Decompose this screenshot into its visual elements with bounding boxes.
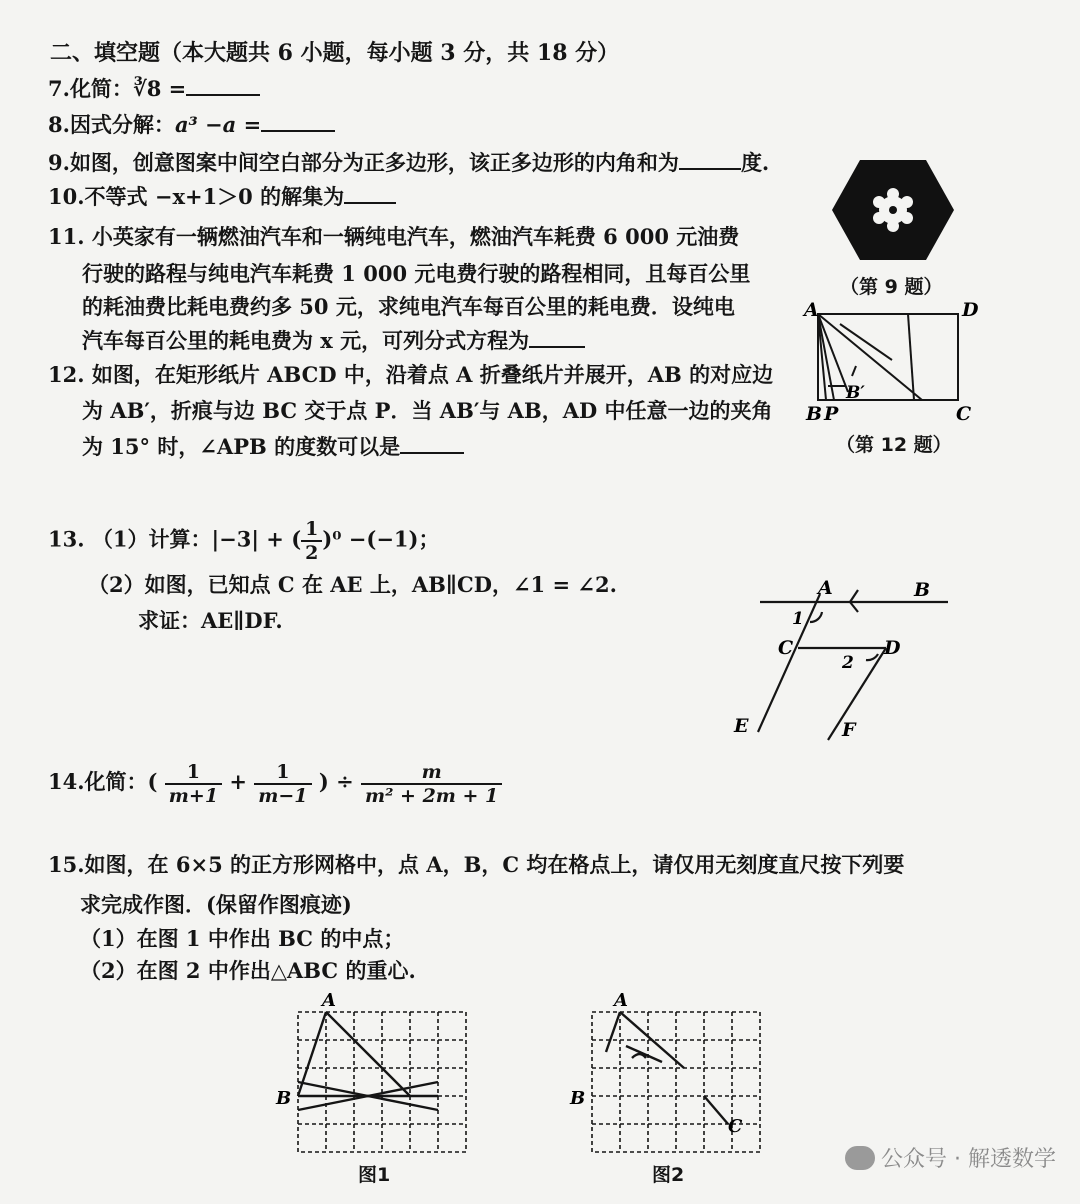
q12-answer-blank [400,432,464,454]
fig13-label-B: B [914,579,931,601]
q11-answer-blank [529,326,585,348]
fig15b-label-C: C [728,1116,743,1137]
fig13-label-E: E [734,715,749,737]
fig13-label-F: F [842,719,856,741]
figure-15-grid-1 [272,986,472,1156]
q15-line2: 求完成作图．(保留作图痕迹) [80,892,352,917]
figure-12-rectangle [800,296,990,428]
fig12-label-A: A [804,299,819,321]
q13-part2-line2: 求证：AE∥DF. [138,608,283,633]
q11-line-2: 行驶的路程与纯电汽车耗费 1 000 元电费行驶的路程相同，且每百公里 [82,261,751,286]
watermark-text: 公众号 · 解透数学 [881,1147,1056,1172]
q11-line-4: 汽车每百公里的耗电费为 x 元，可列分式方程为 [82,328,530,353]
q13-part1-label: （1）计算： [91,526,212,552]
q7-answer-blank [186,74,260,96]
q11-line-1: 小英家有一辆燃油汽车和一辆纯电汽车，燃油汽车耗费 6 000 元油费 [91,224,740,249]
q13-part2-line1: （2）如图，已知点 C 在 AE 上，AB∥CD，∠1 = ∠2. [88,572,617,597]
q14-f1-den: m+1 [168,784,219,807]
figure-15-1-caption: 图1 [358,1164,391,1186]
figure-12-caption: （第 12 题） [836,434,952,456]
fig12-label-P: P [824,403,839,425]
q15-part2: （2）在图 2 中作出△ABC 的重心. [80,958,416,983]
question-15-line-1 [48,850,904,880]
q13-frac-num: 1 [301,518,322,542]
q13-part1-expr-b: )⁰ −(−1)； [322,526,440,552]
q7-text: 化简： [69,76,133,101]
q10-answer-blank [344,182,396,204]
q13-number: 13. [48,526,85,552]
q9-number: 9. [48,150,70,175]
q10-text: 不等式 −x+1＞0 的解集为 [84,184,345,209]
question-7 [48,74,260,104]
q13-fraction [301,518,322,564]
figure-15-2-caption: 图2 [652,1164,685,1186]
section-title: 二、填空题（本大题共 6 小题，每小题 3 分，共 18 分） [50,40,620,66]
q8-answer-blank [261,110,335,132]
q15-line1: 如图，在 6×5 的正方形网格中，点 A，B，C 均在格点上，请仅用无刻度直尺按下列要 [84,852,905,877]
fig15b-label-A: A [614,990,628,1011]
fig13-angle-2: 2 [842,653,854,673]
question-8 [48,110,335,140]
question-13-part-1 [48,518,439,564]
q15-number: 15. [48,852,85,877]
q7-expr: ∛8 = [132,76,187,101]
q8-text: 因式分解： [69,112,175,137]
q14-fraction-3 [361,761,502,807]
figure-15-grid-2 [566,986,766,1156]
q7-number: 7. [48,76,70,101]
q14-number: 14. [48,769,85,794]
q13-part1-expr-a: |−3| + ( [211,526,302,552]
q14-plus: + [229,769,247,794]
question-11-line-4 [82,326,585,356]
fig12-label-B: B [806,403,823,425]
fig15b-label-B: B [570,1088,586,1109]
q12-line-1: 如图，在矩形纸片 ABCD 中，沿着点 A 折叠纸片并展开，AB 的对应边 [91,362,774,387]
q14-f1-num: 1 [165,761,222,785]
q11-number: 11. [48,224,85,249]
q14-fraction-2 [254,761,311,807]
fig15a-label-A: A [322,990,336,1011]
q9-suffix: 度. [740,150,770,175]
q14-f3-den: m² + 2m + 1 [365,784,499,807]
q13-frac-den: 2 [305,542,319,564]
q8-expr: a³ −a = [174,112,262,137]
q12-line-3: 为 15° 时，∠APB 的度数可以是 [82,434,401,459]
q9-text: 如图，创意图案中间空白部分为正多边形，该正多边形的内角和为 [69,150,679,175]
q10-number: 10. [48,184,85,209]
question-12-line-1 [48,360,773,390]
q14-close-div: ) ÷ [318,769,354,794]
q14-f2-num: 1 [254,761,311,785]
fig13-angle-1: 1 [792,609,804,629]
fig12-label-C: C [956,403,972,425]
q11-line-3: 的耗油费比耗电费约多 50 元，求纯电汽车每百公里的耗电费．设纯电 [82,294,735,319]
q12-line-2: 为 AB′，折痕与边 BC 交于点 P．当 AB′与 AB，AD 中任意一边的夹角 [82,398,773,423]
q9-answer-blank [679,148,741,170]
fig13-label-C: C [778,637,794,659]
fig13-label-D: D [884,637,901,659]
question-10 [48,182,396,212]
watermark [845,1142,1056,1173]
question-12-line-3 [82,432,464,462]
q14-fraction-1 [165,761,222,807]
fig13-label-A: A [818,577,833,599]
question-11-line-1 [48,222,739,252]
figure-9-hexagon [828,158,958,262]
fig12-label-B-prime: B′ [846,383,865,403]
q15-part1: （1）在图 1 中作出 BC 的中点； [80,926,405,951]
fig15a-label-B: B [276,1088,292,1109]
q14-f2-den: m−1 [258,784,308,807]
fig12-label-D: D [962,299,979,321]
figure-13-parallel-lines [728,572,958,748]
q8-number: 8. [48,112,70,137]
q14-f3-num: m [361,761,502,785]
question-9 [48,148,769,178]
figure-9-caption: （第 9 题） [840,276,943,298]
q14-label: 化简：( [84,769,158,794]
wechat-icon [845,1146,875,1170]
question-14 [48,760,502,807]
q12-number: 12. [48,362,85,387]
